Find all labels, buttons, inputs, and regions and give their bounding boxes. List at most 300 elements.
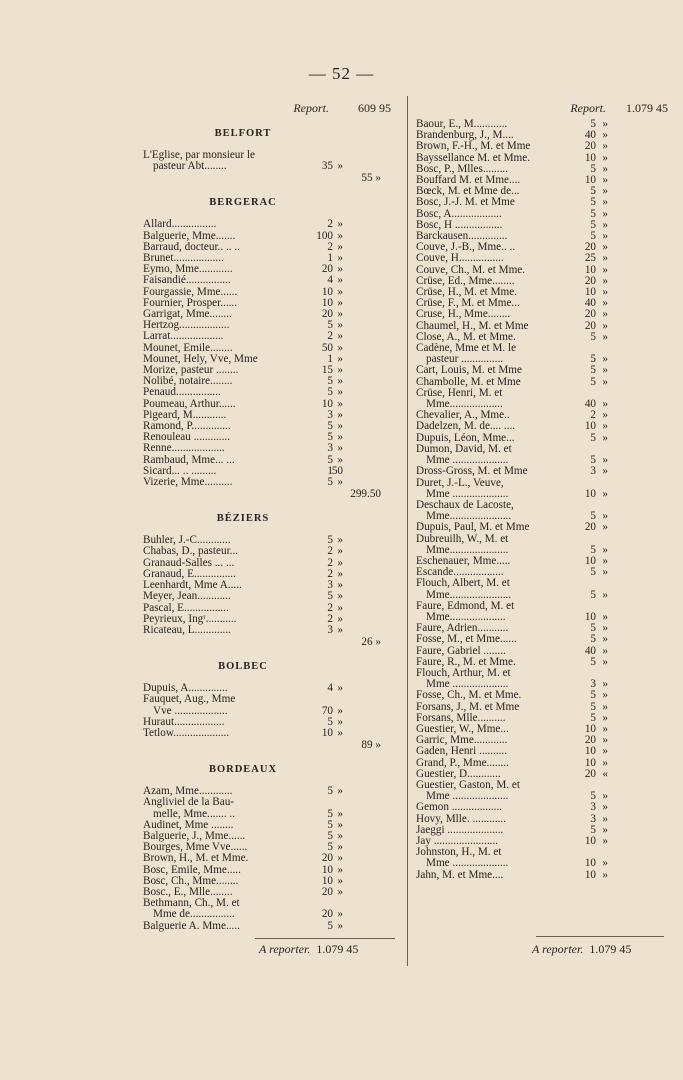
entry-name-line: Couve, J.-B., Mme.. .. [416, 242, 516, 254]
section [143, 513, 395, 649]
entry-mark: » [337, 785, 343, 798]
entry-amount: 40 [584, 398, 596, 411]
entry-mark: » [602, 241, 608, 254]
entry-mark: » [602, 118, 608, 130]
entry-amount: 5 [590, 622, 596, 635]
list-item [143, 831, 395, 842]
entry-name-line: Dumon, David, M. et [416, 443, 512, 455]
entry-mark: » [602, 801, 608, 814]
entry-name-line: Allard................ [143, 219, 217, 231]
entry-name-line: L'Eglise, par monsieur le [143, 150, 255, 161]
entry-name-line: Jahn, M. et Mme.... [416, 869, 504, 881]
entry-name-line: Gaden, Henri .......... [416, 746, 508, 758]
entry-mark: » [337, 579, 343, 592]
entry-name-line: Bosc, H ................. [416, 219, 503, 231]
entry-amount: 2 [327, 567, 333, 580]
entry-mark: » [602, 353, 608, 366]
entry-mark: » [337, 908, 343, 921]
entry-mark: » [602, 420, 608, 433]
entry-amount: 5 [590, 566, 596, 579]
entry-mark: 50 [331, 464, 343, 477]
list-item [143, 614, 395, 625]
entry-mark: » [337, 364, 343, 377]
entry-name-line: Fourgassie, Mme...... [143, 286, 238, 298]
entry-amount: 5 [327, 590, 333, 603]
entry-amount: 2 [590, 409, 596, 422]
entry-amount: 20 [584, 734, 596, 747]
section-heading: BELFORT [214, 128, 272, 139]
entry-amount: 3 [590, 801, 596, 814]
list-item [143, 455, 395, 466]
entry-amount: 5 [327, 715, 333, 728]
list-item [143, 466, 395, 477]
entry-name-line: Mme de................ [153, 909, 235, 921]
entry-name-line: Crüse, H., M. et Mme. [416, 287, 517, 299]
entry-mark: » [602, 162, 608, 175]
right-entries [416, 119, 668, 881]
list-item [416, 253, 668, 264]
list-item [143, 797, 395, 819]
entry-name-line: Bouffard M. et Mme.... [416, 175, 521, 187]
entry-mark: » [602, 554, 608, 567]
entry-name-line: Forsans, J., M. et Mme [416, 701, 520, 713]
entry-amount: 5 [327, 386, 333, 399]
entry-amount: 5 [590, 655, 596, 668]
entry-mark: » [337, 352, 343, 365]
entry-name-line: Balguerie, Mme....... [143, 230, 236, 242]
entry-name-line: Cadène, Mme et M. le [416, 343, 517, 355]
section-subtotal: 299.50 [350, 488, 381, 501]
entry-amount: 10 [584, 857, 596, 870]
entry-amount: 10 [584, 151, 596, 164]
entry-name-line: Fosse, Ch., M. et Mme. [416, 690, 522, 702]
entry-name-line: pasteur Abt........ [153, 161, 227, 173]
entry-name-line: Garric, Mme............ [416, 735, 508, 747]
entry-mark: » [602, 409, 608, 422]
list-item [416, 410, 668, 421]
entry-amount: 5 [327, 829, 333, 842]
entry-mark: » [602, 633, 608, 646]
entry-amount: 3 [327, 579, 333, 592]
entry-mark: » [602, 185, 608, 198]
entry-mark: » [337, 308, 343, 321]
entry-mark: » [602, 465, 608, 478]
entry-name-line: Tetlow.................... [143, 727, 230, 739]
entry-name-line: Crüse, F., M. et Mme... [416, 298, 520, 310]
entry-name-line: Brown, F.-H., M. et Mme [416, 141, 531, 153]
entry-name-line: Mme..................... [426, 544, 509, 556]
entry-mark: » [602, 196, 608, 209]
entry-amount: 5 [327, 319, 333, 332]
list-item [416, 231, 668, 242]
entry-mark: » [602, 364, 608, 377]
entry-mark: » [602, 610, 608, 623]
entry-mark: » [337, 240, 343, 253]
entry-amount: 4 [327, 274, 333, 287]
entry-mark: » [602, 622, 608, 635]
list-item [416, 377, 668, 388]
section [143, 197, 395, 501]
entry-amount: 20 [584, 140, 596, 153]
list-item [416, 141, 668, 152]
entry-name-line: Huraut.................. [143, 716, 225, 728]
entry-mark: » [337, 818, 343, 831]
list-item [416, 175, 668, 186]
entry-name-line: Peyrieux, Ingʳ........... [143, 613, 237, 625]
entry-amount: 10 [584, 610, 596, 623]
entry-amount: 5 [590, 588, 596, 601]
entry-name-line: Renouleau ............. [143, 432, 230, 444]
entry-amount: 20 [584, 308, 596, 321]
entry-mark: » [602, 151, 608, 164]
entry-amount: 1 [327, 464, 333, 477]
entry-name-line: Duret, J.-L., Veuve, [416, 477, 504, 489]
list-item [143, 865, 395, 876]
entry-name-line: Fauquet, Aug., Mme [143, 694, 236, 706]
entry-mark: » [602, 790, 608, 803]
list-item [416, 847, 668, 869]
entry-mark: » [602, 330, 608, 343]
entry-amount: 50 [321, 341, 333, 354]
entry-amount: 5 [590, 330, 596, 343]
list-item [143, 694, 395, 716]
list-item [416, 690, 668, 701]
entry-name-line: Bosc, Ch., Mme........ [143, 875, 239, 887]
list-item [416, 130, 668, 141]
entry-mark: » [337, 285, 343, 298]
entry-amount: 5 [590, 162, 596, 175]
entry-amount: 5 [590, 185, 596, 198]
list-item [143, 354, 395, 365]
list-item [143, 728, 395, 739]
entry-mark: » [337, 682, 343, 695]
section [143, 764, 395, 932]
list-item [143, 432, 395, 443]
list-item [416, 814, 668, 825]
entry-amount: 10 [584, 420, 596, 433]
report-value: 609 95 [358, 101, 391, 115]
entry-mark: » [337, 386, 343, 399]
entry-name-line: Grand, P., Mme........ [416, 757, 509, 769]
list-item [143, 786, 395, 797]
entry-mark: » [602, 588, 608, 601]
entry-amount: 35 [321, 160, 333, 173]
report-line [143, 100, 395, 116]
list-item [416, 164, 668, 175]
list-item [416, 534, 668, 556]
entry-amount: 2 [327, 240, 333, 253]
entry-name-line: Faure, Gabriel ........ [416, 645, 506, 657]
entry-amount: 40 [584, 129, 596, 142]
entry-mark: » [337, 330, 343, 343]
entry-mark: » [602, 174, 608, 187]
entry-amount: 5 [590, 711, 596, 724]
list-item [416, 825, 668, 836]
list-item [416, 769, 668, 780]
column-divider [407, 96, 408, 966]
entry-name-line: Cart, Louis, M. et Mme [416, 365, 522, 377]
entry-name-line: Fosse, M., et Mme...... [416, 634, 517, 646]
entry-amount: 10 [321, 397, 333, 410]
entry-amount: 5 [327, 420, 333, 433]
entry-amount: 5 [590, 230, 596, 243]
entry-name-line: Mounet, Emile........ [143, 342, 233, 354]
entry-name-line: Johnston, H., M. et [416, 847, 502, 859]
list-item [143, 820, 395, 831]
entry-amount: 2 [327, 330, 333, 343]
list-item [143, 219, 395, 230]
list-item [416, 746, 668, 757]
entry-name-line: Angliviel de la Bau- [143, 797, 235, 809]
entry-name-line: Balguerie A. Mme..... [143, 920, 240, 932]
entry-name-line: Audinet, Mme ........ [143, 819, 234, 831]
entry-mark: » [602, 812, 608, 825]
entry-mark: » [602, 566, 608, 579]
entry-amount: 20 [584, 521, 596, 534]
list-item [416, 388, 668, 410]
entry-amount: 5 [327, 785, 333, 798]
entry-mark: » [337, 442, 343, 455]
list-item [416, 321, 668, 332]
list-item [416, 365, 668, 376]
entry-name-line: Granaud-Salles ... ... [143, 557, 235, 569]
entry-mark: » [602, 823, 608, 836]
entry-amount: 10 [584, 263, 596, 276]
entry-mark: » [602, 722, 608, 735]
entry-name-line: Leenhardt, Mme A..... [143, 580, 242, 592]
entry-name-line: Faure, Edmond, M. et [416, 600, 515, 612]
list-item [416, 646, 668, 657]
list-item [143, 253, 395, 264]
list-item [416, 578, 668, 600]
list-item [416, 702, 668, 713]
entry-name-line: Couve, H................ [416, 253, 504, 265]
list-item [143, 717, 395, 728]
list-item [416, 780, 668, 802]
entry-name-line: Bourges, Mme Vve...... [143, 842, 248, 854]
entry-mark: » [602, 252, 608, 265]
list-item [143, 603, 395, 614]
entry-amount: 5 [327, 919, 333, 932]
entry-name-line: Chevalier, A., Mme.. [416, 410, 510, 422]
report-value: 1.079 45 [626, 101, 668, 115]
entry-mark: » [337, 420, 343, 433]
list-item [143, 331, 395, 342]
list-item [143, 376, 395, 387]
entry-mark: » [337, 919, 343, 932]
carry-value: 1.079 45 [316, 942, 359, 956]
entry-name-line: Escande.................. [416, 567, 504, 579]
list-item [416, 556, 668, 567]
left-sections [143, 128, 395, 932]
entry-name-line: Close, A., M. et Mme. [416, 331, 516, 343]
entry-amount: 15 [321, 364, 333, 377]
entry-amount: 5 [327, 807, 333, 820]
list-item [416, 309, 668, 320]
entry-mark: » [602, 286, 608, 299]
right-column [416, 100, 668, 956]
entry-mark: » [602, 857, 608, 870]
carry-line [259, 942, 358, 956]
entry-name-line: Bosc, P., Mlles......... [416, 163, 508, 175]
entry-mark: » [337, 160, 343, 173]
list-item [416, 713, 668, 724]
list-item [143, 921, 395, 932]
entry-amount: 10 [584, 554, 596, 567]
entry-name-line: Brown, H., M. et Mme. [143, 853, 249, 865]
carry-label: A reporter. [532, 942, 584, 956]
entry-name-line: Dupuis, Paul, M. et Mme [416, 522, 530, 534]
entry-amount: 10 [321, 874, 333, 887]
list-item [416, 197, 668, 208]
entry-mark: » [602, 689, 608, 702]
entry-amount: 1 [327, 252, 333, 265]
entry-mark: » [602, 431, 608, 444]
entry-mark: » [602, 140, 608, 153]
list-item [143, 264, 395, 275]
list-item [143, 546, 395, 557]
entry-mark: » [337, 545, 343, 558]
section-heading: BOLBEC [218, 661, 268, 673]
entry-name-line: Dupuis, Léon, Mme... [416, 432, 515, 444]
entry-amount: 5 [590, 700, 596, 713]
entry-mark: » [337, 715, 343, 728]
entry-name-line: Mme .................... [426, 858, 509, 870]
list-item [143, 150, 395, 172]
entry-amount: 5 [590, 454, 596, 467]
entry-name-line: Mme .................... [426, 791, 509, 803]
entry-amount: 3 [327, 408, 333, 421]
report-line [416, 100, 668, 116]
entry-name-line: Faisandié................ [143, 275, 231, 287]
section-heading: BORDEAUX [208, 764, 278, 776]
entry-name-line: Penaud................ [143, 387, 221, 399]
entry-amount: 10 [321, 296, 333, 309]
entry-name-line: Flouch, Albert, M. et [416, 578, 510, 590]
entry-mark: » [602, 678, 608, 691]
list-item [416, 870, 668, 881]
entry-name-line: Eymo, Mme............ [143, 264, 233, 276]
entry-name-line: Ramond, P.............. [143, 421, 231, 433]
entry-name-line: Jay ....................... [416, 836, 499, 847]
entry-amount: 5 [590, 790, 596, 803]
entry-name-line: Renne................... [143, 443, 225, 455]
entry-mark: » [337, 319, 343, 332]
entry-amount: 10 [584, 722, 596, 735]
entry-mark: » [602, 734, 608, 747]
entry-mark: » [602, 745, 608, 758]
entry-amount: 10 [584, 745, 596, 758]
list-item [416, 836, 668, 847]
report-label: Report. [293, 101, 329, 115]
entry-mark: » [337, 567, 343, 580]
list-item [416, 444, 668, 466]
entry-amount: 3 [590, 678, 596, 691]
list-item [143, 320, 395, 331]
entry-name-line: Nolibé, notaire........ [143, 376, 233, 388]
list-item [143, 309, 395, 320]
entry-amount: 40 [584, 644, 596, 657]
entry-mark: » [337, 296, 343, 309]
entry-name-line: Hovy, Mlle. ............ [416, 813, 507, 825]
list-item [416, 758, 668, 769]
entry-name-line: Sicard... .. ......... [143, 465, 217, 477]
list-item [143, 410, 395, 421]
entry-amount: 2 [327, 556, 333, 569]
list-item [143, 242, 395, 253]
page-number: — 52 — [308, 64, 375, 83]
section [143, 128, 395, 185]
entry-name-line: Guestier, Gaston, M. et [416, 779, 520, 791]
entry-amount: 20 [584, 767, 596, 780]
entry-name-line: Chaumel, H., M. et Mme [416, 320, 529, 332]
entry-amount: 10 [584, 286, 596, 299]
list-item [143, 298, 395, 309]
entry-name-line: Mme...................... [426, 589, 512, 601]
entry-amount: 20 [321, 885, 333, 898]
entry-amount: 25 [584, 252, 596, 265]
entry-mark: » [602, 207, 608, 220]
entry-amount: 20 [321, 263, 333, 276]
entry-name-line: Dross-Gross, M. et Mme [416, 466, 528, 478]
entry-amount: 20 [584, 319, 596, 332]
list-item [416, 735, 668, 746]
list-item [416, 466, 668, 477]
entry-amount: 3 [327, 442, 333, 455]
entry-amount: 20 [321, 852, 333, 865]
list-item [416, 601, 668, 623]
entry-amount: 3 [590, 812, 596, 825]
entry-name-line: Bayssellance M. et Mme. [416, 152, 531, 164]
entry-name-line: Pigeard, M............ [143, 409, 227, 421]
entry-name-line: Poumeau, Arthur...... [143, 398, 236, 410]
entry-name-line: Cruse, H., Mme........ [416, 309, 511, 321]
entry-amount: 5 [590, 353, 596, 366]
entry-amount: 20 [321, 908, 333, 921]
list-item [143, 287, 395, 298]
entry-amount: 5 [590, 543, 596, 556]
entry-amount: 5 [327, 818, 333, 831]
entry-mark: » [602, 263, 608, 276]
entry-amount: 40 [584, 297, 596, 310]
list-item [143, 876, 395, 887]
entry-mark: » [602, 297, 608, 310]
entry-amount: 5 [590, 364, 596, 377]
list-item [143, 853, 395, 864]
entry-name-line: Morize, pasteur ........ [143, 365, 239, 377]
list-item [416, 265, 668, 276]
entry-mark: » [602, 308, 608, 321]
entry-amount: 4 [327, 682, 333, 695]
entry-name-line: Granaud, E............... [143, 568, 236, 580]
entry-amount: 1 [327, 352, 333, 365]
entry-amount: 10 [584, 835, 596, 847]
entry-name-line: Ricateau, L............. [143, 624, 231, 636]
entry-amount: 10 [584, 756, 596, 769]
entry-name-line: Balguerie, J., Mme...... [143, 830, 246, 842]
entry-mark: » [337, 612, 343, 625]
list-item [143, 887, 395, 898]
entry-mark: » [337, 841, 343, 854]
list-item [416, 802, 668, 813]
entry-mark: « [602, 767, 608, 780]
entry-amount: 5 [590, 633, 596, 646]
left-column [143, 100, 395, 956]
entry-amount: 20 [584, 274, 596, 287]
entry-name-line: Bosc, A.................. [416, 208, 502, 220]
entry-amount: 10 [321, 285, 333, 298]
list-item [416, 242, 668, 253]
